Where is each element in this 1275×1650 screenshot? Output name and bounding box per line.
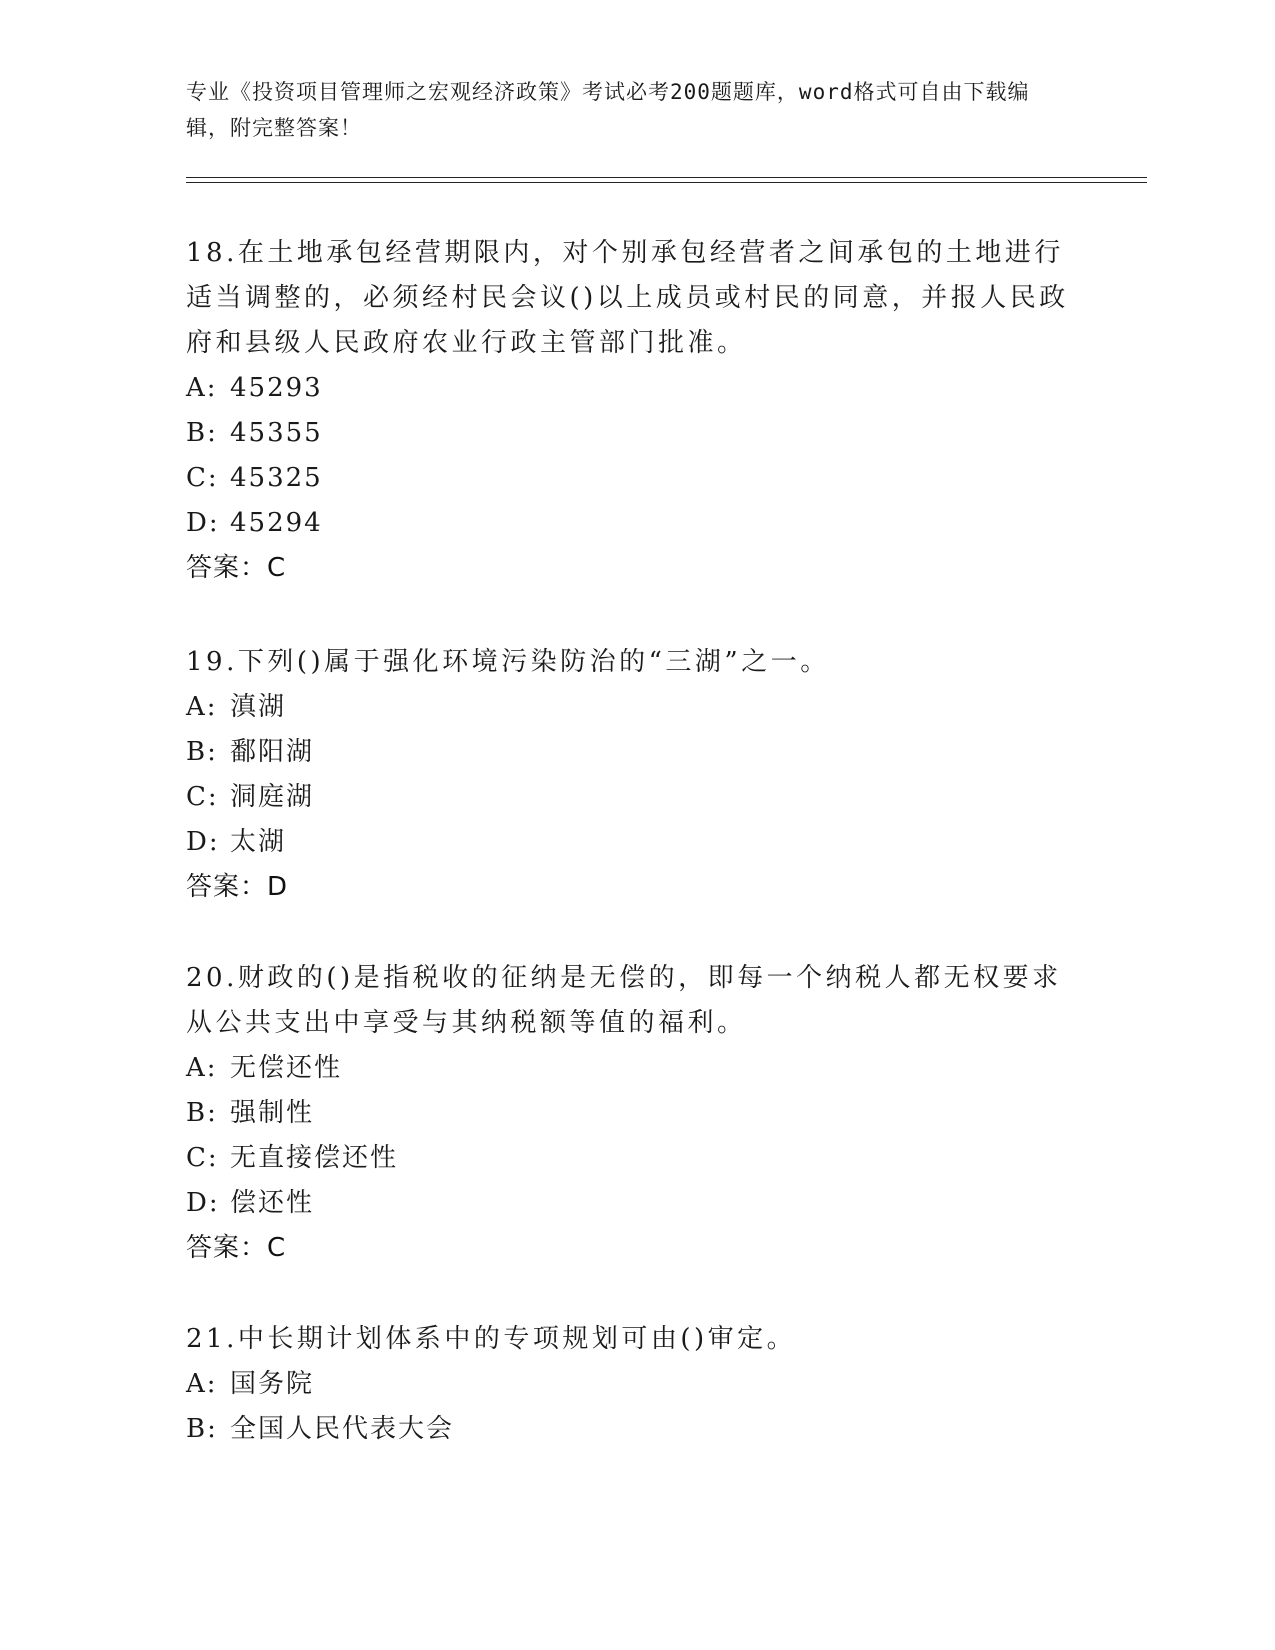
- option-a: [186, 1362, 1086, 1407]
- option-d: [186, 1181, 1086, 1226]
- option-text: 滇湖: [230, 692, 287, 722]
- option-letter: D:: [186, 1188, 220, 1218]
- option-b: [186, 730, 1086, 775]
- document-header: 专业《投资项目管理师之宏观经济政策》考试必考200题题库，word格式可自由下载编辑，附完整答案！: [186, 80, 1030, 140]
- option-letter: A:: [186, 692, 218, 722]
- option-text: 洞庭湖: [230, 782, 315, 812]
- option-letter: D:: [186, 508, 220, 538]
- question-stem: 18.在土地承包经营期限内，对个别承包经营者之间承包的土地进行适当调整的，必须经村民会议()以上成员或村民的同意，并报人民政府和县级人民政府农业行政主管部门批准。: [186, 238, 1069, 358]
- option-text: 国务院: [230, 1369, 315, 1399]
- answer-line: 答案：C: [186, 1233, 287, 1263]
- option-c: [186, 456, 1086, 501]
- option-a: [186, 685, 1086, 730]
- option-text: 无偿还性: [230, 1053, 343, 1083]
- option-b: [186, 1407, 1086, 1452]
- option-letter: A:: [186, 373, 218, 403]
- option-text: 太湖: [230, 827, 287, 857]
- option-letter: A:: [186, 1369, 218, 1399]
- question-stem: 19.下列()属于强化环境污染防治的“三湖”之一。: [186, 647, 830, 677]
- option-text: 无直接偿还性: [230, 1143, 399, 1173]
- option-letter: D:: [186, 827, 220, 857]
- option-letter: B:: [186, 1098, 218, 1128]
- option-c: [186, 1136, 1086, 1181]
- question-18: [186, 231, 1086, 591]
- option-text: 45325: [230, 463, 323, 493]
- option-letter: A:: [186, 1053, 218, 1083]
- option-letter: B:: [186, 737, 218, 767]
- option-text: 强制性: [230, 1098, 315, 1128]
- option-text: 45294: [230, 508, 323, 538]
- option-a: [186, 366, 1086, 411]
- question-stem: 20.财政的()是指税收的征纳是无偿的，即每一个纳税人都无权要求从公共支出中享受与其纳税额等值的福利。: [186, 963, 1062, 1038]
- option-a: [186, 1046, 1086, 1091]
- question-21: [186, 1317, 1086, 1452]
- header-divider-bottom: [186, 182, 1147, 183]
- question-19: [186, 640, 1086, 910]
- option-text: 鄱阳湖: [230, 737, 315, 767]
- option-text: 45355: [230, 418, 323, 448]
- question-stem: 21.中长期计划体系中的专项规划可由()审定。: [186, 1324, 797, 1354]
- option-text: 45293: [230, 373, 323, 403]
- option-d: [186, 820, 1086, 865]
- option-text: 全国人民代表大会: [230, 1414, 455, 1444]
- option-letter: C:: [186, 463, 219, 493]
- header-divider-top: [186, 177, 1147, 178]
- question-20: [186, 956, 1086, 1271]
- answer-line: 答案：D: [186, 872, 289, 902]
- option-letter: B:: [186, 418, 218, 448]
- answer-line: 答案：C: [186, 553, 287, 583]
- option-letter: B:: [186, 1414, 218, 1444]
- option-letter: C:: [186, 1143, 219, 1173]
- option-b: [186, 1091, 1086, 1136]
- option-d: [186, 501, 1086, 546]
- option-b: [186, 411, 1086, 456]
- option-letter: C:: [186, 782, 219, 812]
- option-text: 偿还性: [230, 1188, 315, 1218]
- option-c: [186, 775, 1086, 820]
